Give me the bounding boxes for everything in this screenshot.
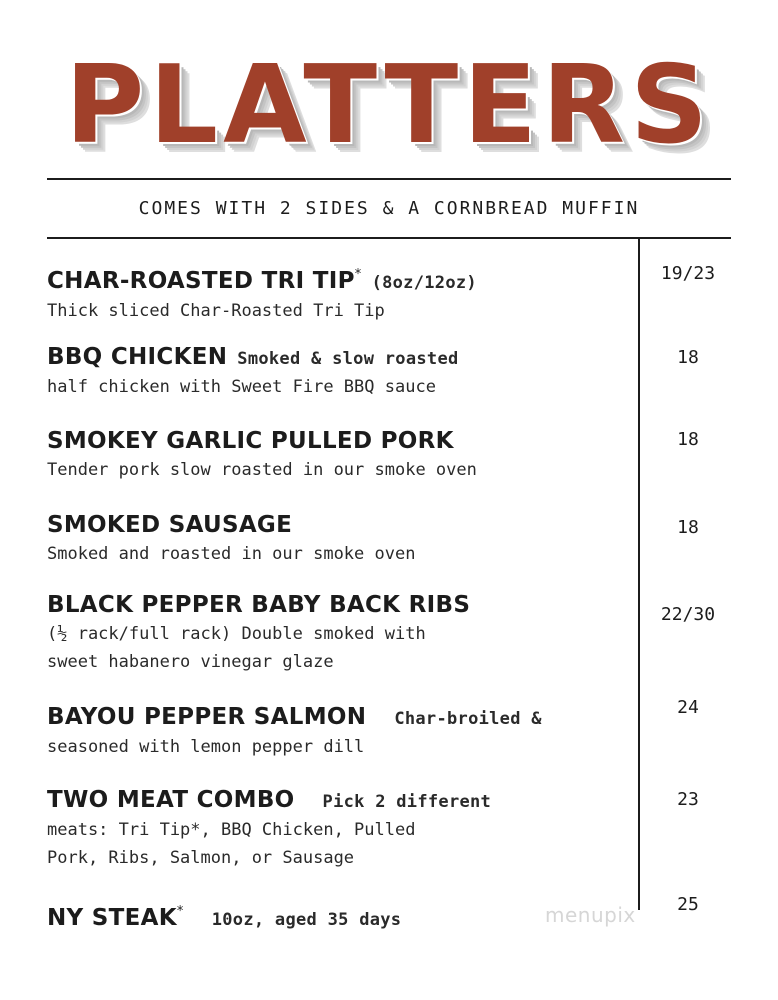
item-name: CHAR-ROASTED TRI TIP	[47, 268, 355, 294]
menu-item-salmon	[47, 702, 632, 761]
item-price: 23	[677, 789, 699, 810]
item-inline-desc: 10oz, aged 35 days	[211, 910, 402, 930]
item-price: 24	[677, 697, 699, 718]
item-price: 19/23	[660, 263, 716, 284]
item-name: BAYOU PEPPER SALMON	[47, 704, 367, 730]
item-name: NY STEAK	[47, 905, 177, 931]
item-price: 18	[677, 347, 699, 368]
item-name: TWO MEAT COMBO	[47, 787, 295, 813]
item-inline-desc: Pick 2 different	[322, 792, 492, 812]
item-name: SMOKEY GARLIC PULLED PORK	[47, 428, 454, 454]
item-inline-desc: Smoked & slow roasted	[237, 349, 459, 369]
menu-item-two-meat-combo	[47, 785, 632, 872]
top-divider	[47, 178, 731, 180]
item-desc: meats: Tri Tip*, BBQ Chicken, Pulled	[47, 820, 416, 840]
subtitle: COMES WITH 2 SIDES & A CORNBREAD MUFFIN	[138, 198, 640, 219]
item-star: *	[176, 904, 184, 919]
item-star: *	[354, 267, 362, 282]
item-desc: Thick sliced Char-Roasted Tri Tip	[47, 301, 385, 321]
item-price: 25	[677, 894, 699, 915]
item-desc-line2: Pork, Ribs, Salmon, or Sausage	[47, 848, 355, 868]
item-name: SMOKED SAUSAGE	[47, 512, 293, 538]
item-name: BBQ CHICKEN	[47, 344, 228, 370]
price-column-divider	[638, 238, 640, 910]
watermark-logo: menupix	[545, 903, 636, 927]
menu-item-smoked-sausage	[47, 510, 632, 568]
item-desc: (½ rack/full rack) Double smoked with	[47, 624, 426, 644]
item-desc-line2: sweet habanero vinegar glaze	[47, 652, 334, 672]
header-divider	[47, 237, 731, 239]
item-desc: Smoked and roasted in our smoke oven	[47, 544, 416, 564]
item-desc: seasoned with lemon pepper dill	[47, 737, 365, 757]
menu-item-bbq-chicken	[47, 342, 632, 401]
item-name: BLACK PEPPER BABY BACK RIBS	[47, 592, 471, 618]
menu-item-pulled-pork	[47, 426, 632, 484]
item-desc: half chicken with Sweet Fire BBQ sauce	[47, 377, 436, 397]
menu-item-ribs	[47, 590, 632, 676]
item-desc: Tender pork slow roasted in our smoke oven	[47, 460, 477, 480]
menu-item-tri-tip	[47, 260, 632, 325]
item-price: 22/30	[660, 604, 716, 625]
item-price: 18	[677, 517, 699, 538]
item-inline-desc: (8oz/12oz)	[371, 273, 477, 293]
item-price: 18	[677, 429, 699, 450]
item-inline-desc: Char-broiled &	[394, 709, 542, 729]
page-title: PLATTERS	[65, 43, 713, 168]
